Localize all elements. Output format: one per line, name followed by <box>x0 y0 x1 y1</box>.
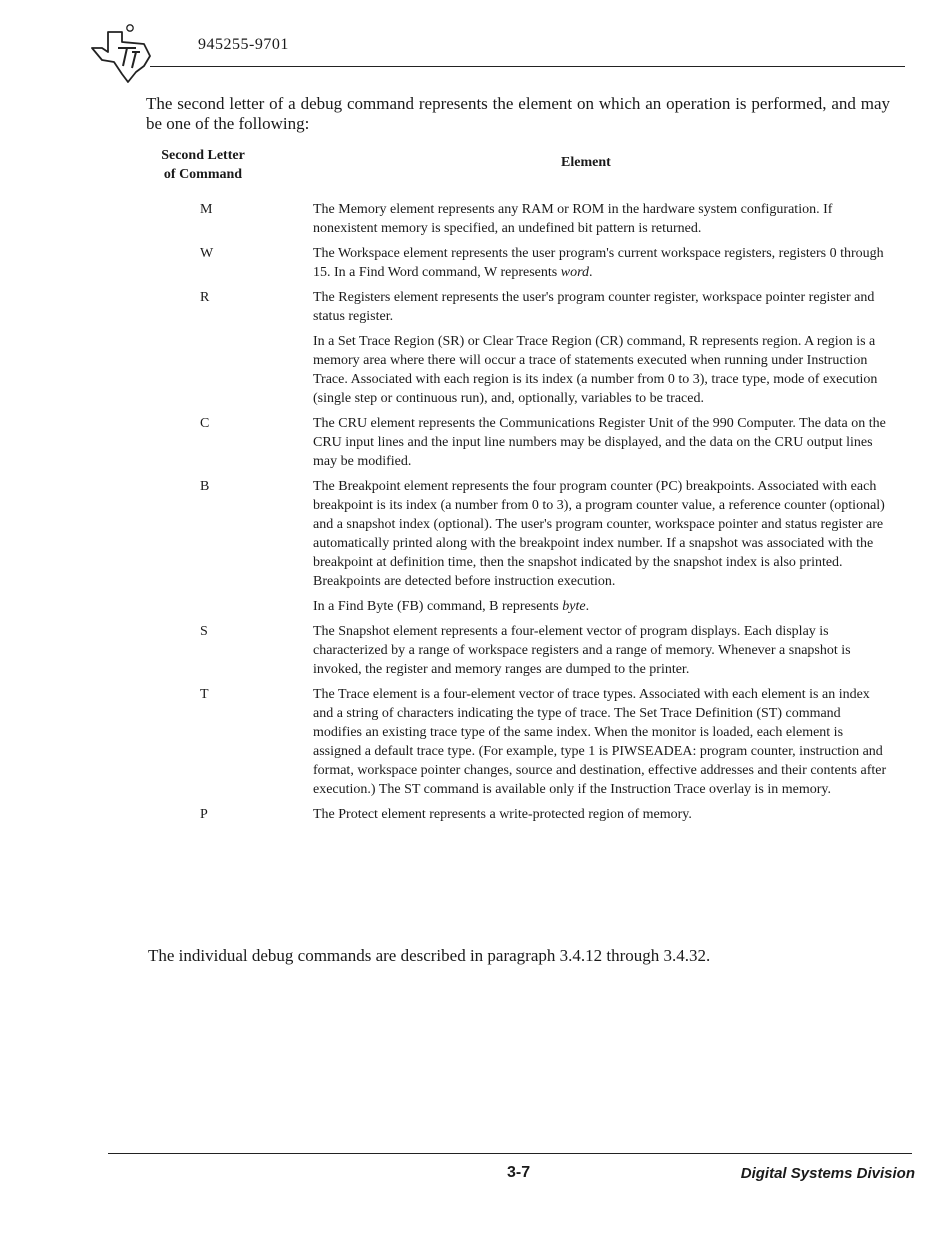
description-text: The Workspace element represents the user program's current workspace registers, registers 0 through 15. In a Find Word command, W represents <box>313 246 884 280</box>
description-text-secondary: In a Set Trace Region (SR) or Clear Trace Region (CR) command, R represents region. A region is a memory area where there will occur a trace of statements executed when running under Instruction Trace. Associated with each region is its index (a number from 0 to 3), trace type, mode of execution (single step or continuous run), and, optionally, variables to be traced. <box>313 334 878 406</box>
description-text: The CRU element represents the Communications Register Unit of the 990 Computer. The data on the CRU input lines and the input line numbers may be displayed, and the data on the CRU output lines may be modified. <box>313 416 886 469</box>
header-rule <box>150 66 905 67</box>
table-row <box>0 200 950 238</box>
column-heading-line: Second Letter <box>161 148 245 163</box>
table-row <box>0 288 950 408</box>
command-letter: W <box>200 246 214 261</box>
footer-rule <box>108 1153 912 1154</box>
description-paragraph-secondary <box>313 597 887 616</box>
element-description <box>313 288 887 408</box>
description-text: The Memory element represents any RAM or ROM in the hardware system configuration. If nonexistent memory is specified, an undefined bit pattern is returned. <box>313 202 833 236</box>
table-row <box>0 805 950 824</box>
closing-paragraph: The individual debug commands are described in paragraph 3.4.12 through 3.4.32. <box>148 946 711 965</box>
element-description <box>313 244 887 282</box>
command-letter: C <box>200 416 210 431</box>
intro-paragraph: The second letter of a debug command represents the element on which an operation is performed, and may be one of the following: <box>146 94 890 133</box>
description-paragraph <box>313 244 887 282</box>
punctuation: . <box>585 599 590 614</box>
description-text: The Protect element represents a write-protected region of memory. <box>313 807 692 822</box>
element-description <box>313 414 887 471</box>
element-description <box>313 622 887 679</box>
texas-instruments-logo-icon <box>88 22 160 84</box>
document-number: 945255-9701 <box>198 36 289 53</box>
description-text: The Trace element is a four-element vector of trace types. Associated with each element is an index and a string of characters indicating the type of trace. The Set Trace Definition (ST) command modifies an existing trace type of the same index. When the monitor is loaded, each element is assigned a default trace type. (For example, type 1 is PIWSEADEA: program counter, instruction and format, workspace pointer changes, source and destination, effective addresses and their contents after execution.) The ST command is available only if the Instruction Trace overlay is in memory. <box>313 687 887 797</box>
element-description <box>313 805 887 824</box>
table-row <box>0 685 950 799</box>
division-name: Digital Systems Division <box>740 1165 915 1182</box>
element-description <box>313 477 887 616</box>
element-description <box>313 200 887 238</box>
description-text: The Breakpoint element represents the four program counter (PC) breakpoints. Associated with each breakpoint is its index (a number from 0 to 3), a program counter value, a reference counter (optional) and a snapshot index (optional). The user's program counter, workspace pointer and status register are automatically printed along with the breakpoint index number. If a snapshot was associated with the breakpoint at definition time, then the snapshot indicated by the snapshot index is also printed. Breakpoints are detected before instruction execution. <box>313 479 885 589</box>
column-heading-second-letter <box>148 146 258 184</box>
element-description <box>313 685 887 799</box>
command-letter: S <box>200 624 208 639</box>
italic-term: byte <box>562 599 586 614</box>
description-text: The Registers element represents the user's program counter register, workspace pointer register and status register. <box>313 290 875 324</box>
command-letter: M <box>200 202 213 217</box>
command-letter: B <box>200 479 210 494</box>
italic-term: word <box>560 265 590 280</box>
command-letter: P <box>200 807 208 822</box>
page-number: 3-7 <box>507 1164 531 1181</box>
table-row <box>0 622 950 679</box>
punctuation: . <box>589 265 593 280</box>
table-row <box>0 477 950 616</box>
column-heading-element: Element <box>561 155 611 170</box>
table-row <box>0 414 950 471</box>
column-heading-line: of Command <box>163 167 243 182</box>
description-text: The Snapshot element represents a four-element vector of program displays. Each display is characterized by a range of workspace registers and a range of memory. Whenever a snapshot is invoked, the register and memory ranges are dumped to the printer. <box>313 624 851 677</box>
command-letter: R <box>200 290 210 305</box>
table-row <box>0 244 950 282</box>
command-letter: T <box>200 687 209 702</box>
command-element-table <box>0 200 950 824</box>
description-text-secondary: In a Find Byte (FB) command, B represents <box>313 599 559 614</box>
